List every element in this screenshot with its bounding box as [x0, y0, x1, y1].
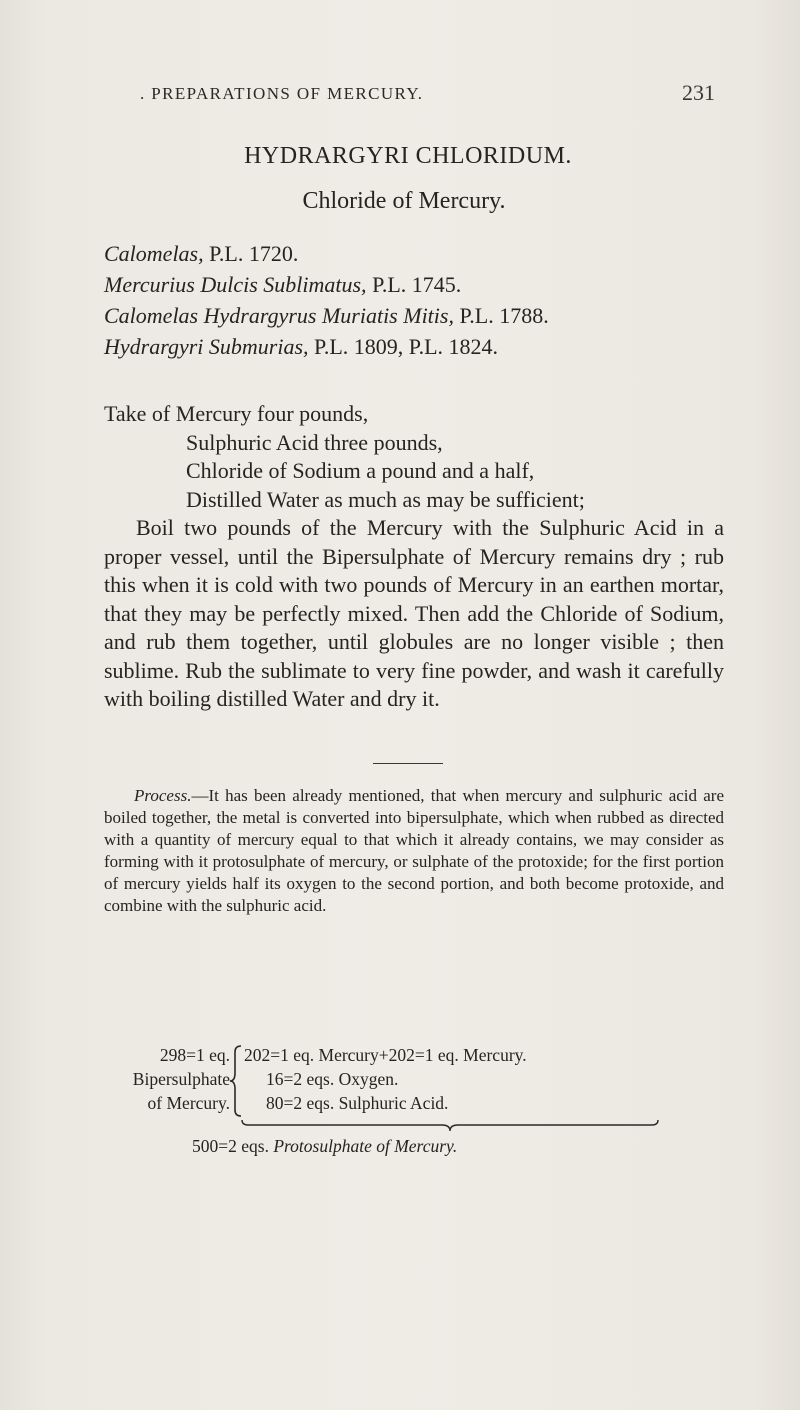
equation-right-side	[244, 1043, 527, 1115]
page-number: 231	[682, 80, 715, 105]
synonym-list	[104, 238, 549, 362]
equation-right-line: 16=2 eqs. Oxygen.	[266, 1069, 399, 1089]
process-paragraph	[104, 785, 724, 917]
equation-left-line: 298=1 eq.	[159, 1045, 230, 1065]
ingredient-line: Take of Mercury four pounds,	[104, 401, 369, 426]
equation-result-name: Protosulphate of Mercury.	[273, 1136, 458, 1156]
equation-right-line: 80=2 eqs. Sulphuric Acid.	[266, 1093, 449, 1113]
page-title: HYDRARGYRI CHLORIDUM.	[244, 143, 572, 169]
equation-right-line: 202=1 eq. Mercury+202=1 eq. Mercury.	[244, 1045, 527, 1065]
synonym-reference: P.L. 1809, P.L. 1824.	[308, 334, 499, 359]
process-text: —It has been already mentioned, that when mercury and sulphuric acid are boiled together, the metal is converted into bipersulphate, which when rubbed as directed with a quantity of mercury equal to that which it already contains, we may consider as forming with it protosulphate of mercury, or sulphate of the protoxide; for the first portion of mercury yields half its oxygen to the second portion, and both become protoxide, and combine with the sulphuric acid.	[104, 786, 724, 915]
synonym-reference: P.L. 1745.	[366, 272, 462, 297]
chemical-equation	[0, 1043, 800, 1163]
left-brace-icon	[228, 1043, 244, 1119]
synonym-line	[104, 269, 549, 300]
equation-left-side	[104, 1043, 230, 1115]
synonym-line	[104, 331, 549, 362]
synonym-name: Hydrargyri Submurias,	[104, 334, 309, 359]
process-lead: Process.	[134, 786, 192, 805]
ingredient-line: Distilled Water as much as may be sufficient;	[186, 486, 585, 512]
section-divider	[373, 763, 443, 764]
recipe-directions: Boil two pounds of the Mercury with the Sulphuric Acid in a proper vessel, until the Bipersulphate of Mercury remains dry ; rub this when it is cold with two pounds of Mercury in an earthen mortar, that they may be perfectly mixed. Then add the Chloride of Sodium, and rub them together, until globules are no longer visible ; then sublime. Rub the sublimate to very fine powder, and wash it carefully with boiling distilled Water and dry it.	[104, 515, 724, 711]
recipe	[104, 400, 724, 714]
equation-result	[192, 1136, 457, 1157]
synonym-line	[104, 238, 549, 269]
equation-result-value: 500=2 eqs.	[192, 1136, 274, 1156]
equation-left-line: of Mercury.	[147, 1093, 230, 1113]
ingredient-line: Chloride of Sodium a pound and a half,	[186, 458, 535, 483]
synonym-reference: P.L. 1720.	[203, 241, 299, 266]
synonym-line	[104, 300, 549, 331]
equation-left-line: Bipersulphate	[132, 1069, 230, 1089]
synonym-name: Calomelas,	[104, 241, 204, 266]
ingredient-line: Sulphuric Acid three pounds,	[186, 429, 443, 455]
under-brace-icon	[240, 1119, 660, 1133]
running-head: . PREPARATIONS OF MERCURY.	[140, 84, 424, 103]
page-subtitle: Chloride of Mercury.	[302, 188, 506, 214]
synonym-name: Calomelas Hydrargyrus Muriatis Mitis,	[104, 303, 454, 328]
process-note	[104, 785, 724, 917]
synonym-reference: P.L. 1788.	[453, 303, 549, 328]
synonym-name: Mercurius Dulcis Sublimatus,	[104, 272, 367, 297]
